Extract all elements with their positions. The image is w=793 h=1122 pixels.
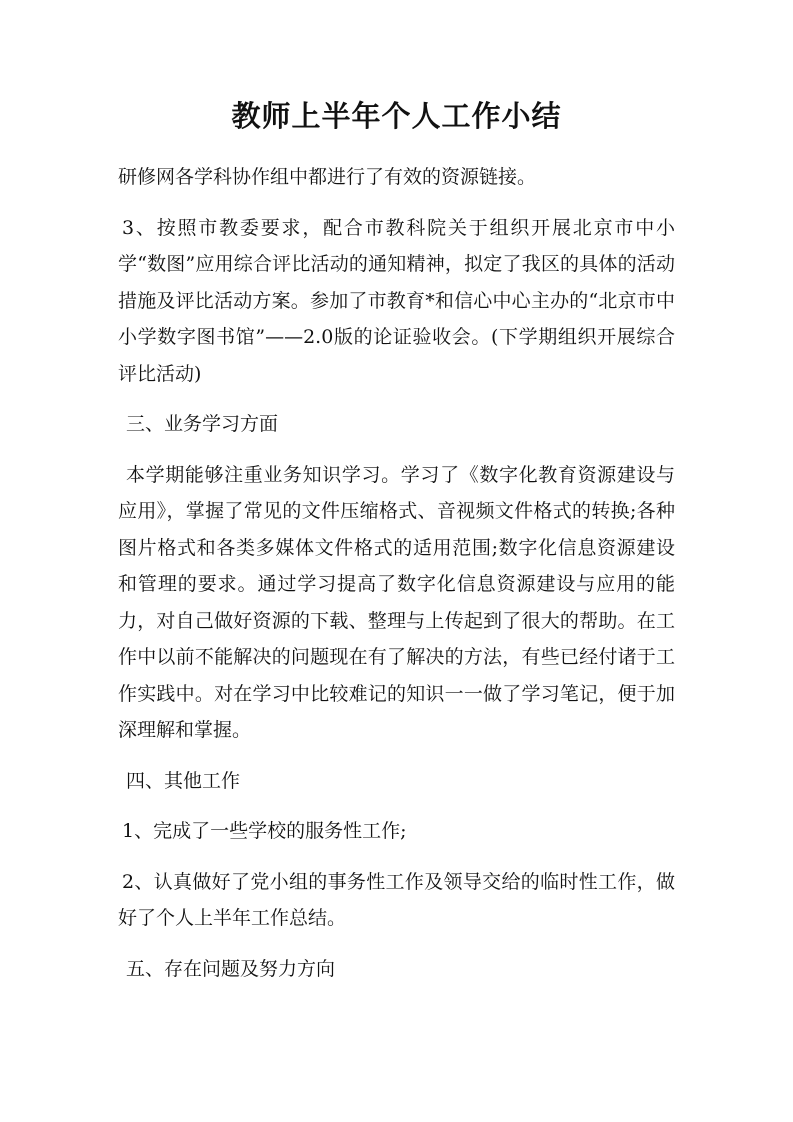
paragraph-resource-links: 研修网各学科协作组中都进行了有效的资源链接。 (118, 166, 537, 188)
section-heading-other-work: 四、其他工作 (126, 769, 241, 792)
paragraph-item-3: 3、按照市教委要求，配合市教科院关于组织开展北京市中小学“数图”应用综合评比活动的通知精神，拟定了我区的具体的活动措施及评比活动方案。参加了市教育*和信心中心主办的“北京市中小学数字图书馆”——2.0版的论证验收会。(下学期组织开展综合评比活动) (118, 216, 675, 385)
section-heading-problems-direction: 五、存在问题及努力方向 (126, 957, 336, 980)
paragraph-business-study: 本学期能够注重业务知识学习。学习了《数字化教育资源建设与应用》，掌握了常见的文件压缩格式、音视频文件格式的转换;各种图片格式和各类多媒体文件格式的适用范围;数字化信息资源建设和管理的要求。通过学习提高了数字化信息资源建设与应用的能力，对自己做好资源的下载、整理与上传起到了很大的帮助。在工作中以前不能解决的问题现在有了解决的方法，有些已经付诸于工作实践中。对在学习中比较难记的知识一一做了学习笔记，便于加深理解和掌握。 (118, 463, 675, 741)
paragraph-other-work-2: 2、认真做好了党小组的事务性工作及领导交给的临时性工作，做好了个人上半年工作总结。 (118, 870, 675, 929)
document-title: 教师上半年个人工作小结 (231, 99, 562, 133)
paragraph-other-work-1: 1、完成了一些学校的服务性工作; (122, 820, 407, 842)
section-heading-business-study: 三、业务学习方面 (126, 413, 279, 435)
document-body (118, 159, 675, 1001)
